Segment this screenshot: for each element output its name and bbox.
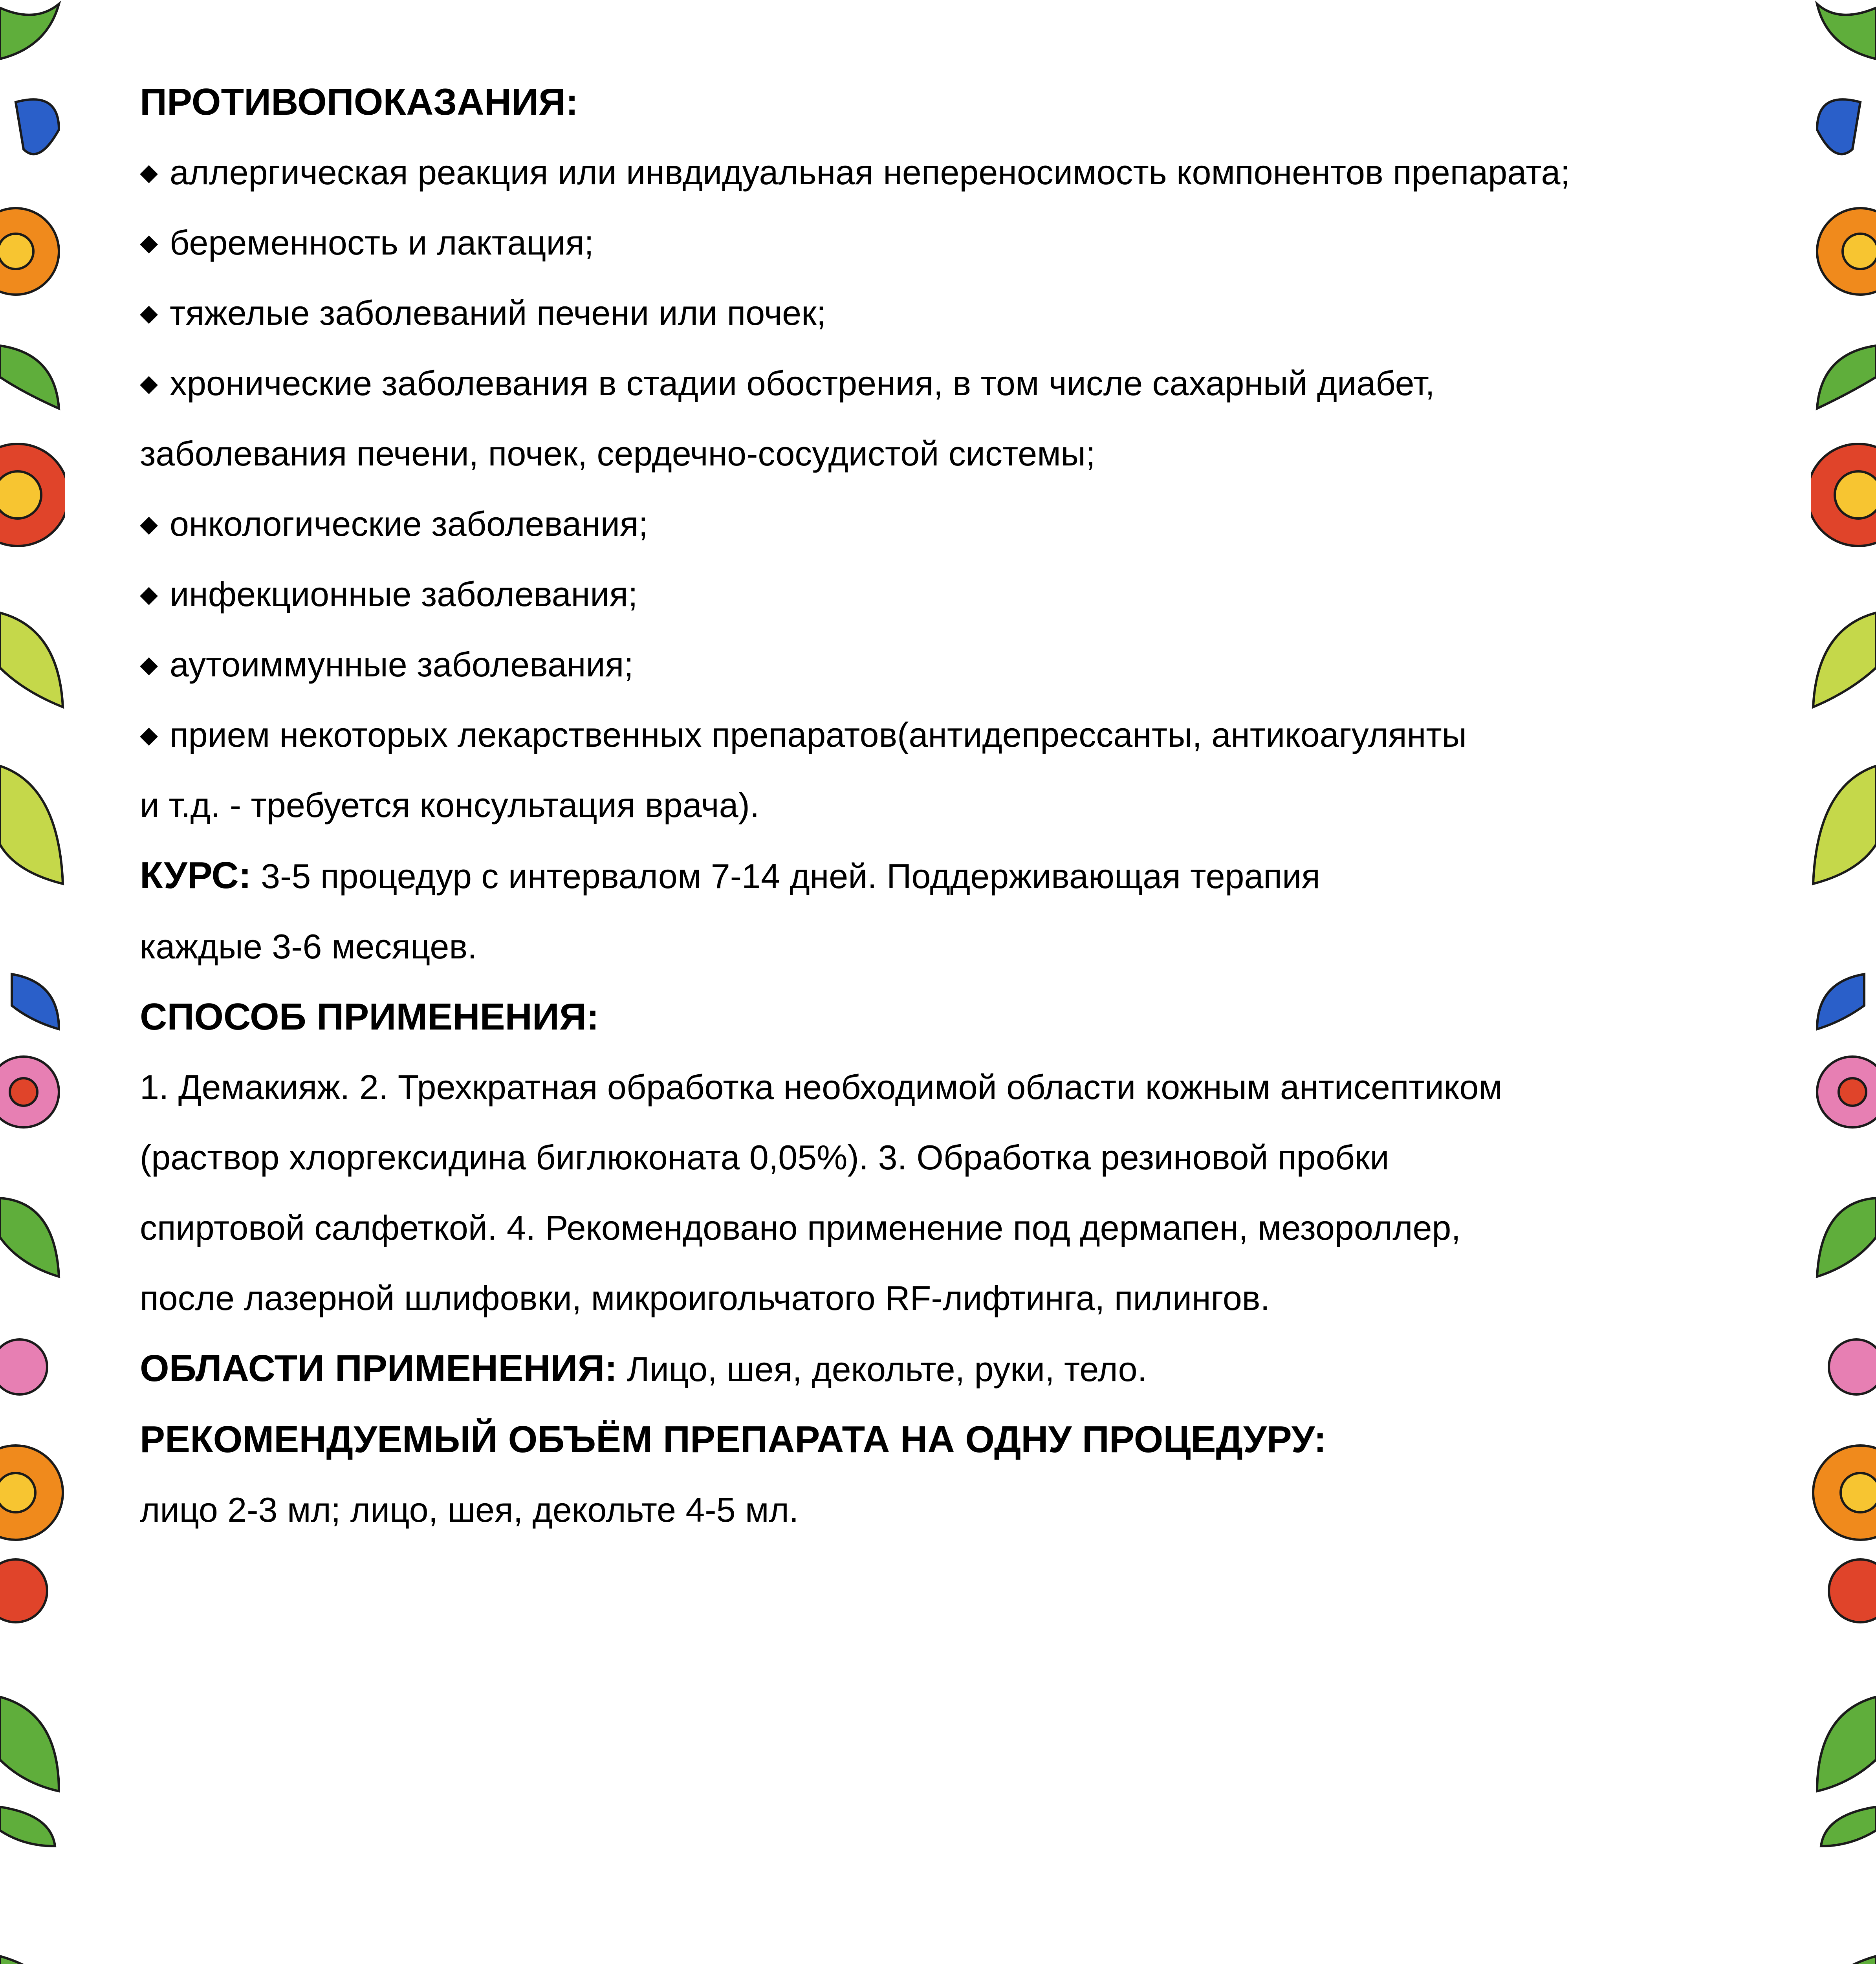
contraindication-item-continuation: и т.д. - требуется консультация врача). [140,786,760,824]
areas-label: ОБЛАСТИ ПРИМЕНЕНИЯ: [140,1347,617,1389]
bullet-diamond-icon: ◆ [140,370,158,396]
document-body [140,67,1762,1545]
course-label: КУРС: [140,854,251,896]
application-method-line: (раствор хлоргексидина биглюконата 0,05%). 3. Обработка резиновой пробки [140,1138,1389,1177]
contraindication-item: ◆ инфекционные заболевания; [140,559,1762,629]
bullet-diamond-icon: ◆ [140,300,158,326]
bullet-diamond-icon: ◆ [140,511,158,537]
contraindications-heading: ПРОТИВОПОКАЗАНИЯ: [140,81,579,123]
floral-border-left-illustration [0,0,65,1964]
volume-text: лицо 2-3 мл; лицо, шея, декольте 4-5 мл. [140,1490,799,1529]
contraindication-item-continuation: заболевания печени, почек, сердечно-сосудистой системы; [140,434,1096,473]
bullet-diamond-icon: ◆ [140,722,158,748]
bullet-diamond-icon: ◆ [140,651,158,678]
contraindication-item: ◆ аутоиммунные заболевания; [140,629,1762,700]
application-method-line: спиртовой салфеткой. 4. Рекомендовано применение под дермапен, мезороллер, [140,1208,1461,1247]
bullet-diamond-icon: ◆ [140,159,158,185]
floral-border-right-illustration [1811,0,1876,1964]
application-method-line: после лазерной шлифовки, микроигольчатого RF-лифтинга, пилингов. [140,1279,1270,1317]
floral-border-right [1811,0,1876,1964]
areas-paragraph [140,1333,1762,1404]
contraindication-item: ◆ беременность и лактация; [140,207,1762,278]
contraindication-item: ◆ тяжелые заболеваний печени или почек; [140,278,1762,348]
application-method-line: 1. Демакияж. 2. Трехкратная обработка необходимой области кожным антисептиком [140,1068,1502,1107]
contraindication-item: ◆ аллергическая реакция или инвдидуальная непереносимость компонентов препарата; [140,137,1762,207]
bullet-diamond-icon: ◆ [140,229,158,256]
course-text: 3-5 процедур с интервалом 7-14 дней. Поддерживающая терапия [251,857,1320,896]
course-paragraph [140,840,1762,911]
contraindication-item: ◆ онкологические заболевания; [140,489,1762,559]
bullet-diamond-icon: ◆ [140,581,158,607]
contraindication-item: ◆ прием некоторых лекарственных препаратов(антидепрессанты, антикоагулянты [140,700,1762,770]
course-text-continuation: каждые 3-6 месяцев. [140,927,477,966]
areas-text: Лицо, шея, декольте, руки, тело. [617,1350,1147,1389]
floral-border-left [0,0,65,1964]
volume-heading: РЕКОМЕНДУЕМЫЙ ОБЪЁМ ПРЕПАРАТА НА ОДНУ ПРОЦЕДУРУ: [140,1418,1326,1460]
contraindication-item: ◆ хронические заболевания в стадии обострения, в том числе сахарный диабет, [140,348,1762,418]
application-method-heading: СПОСОБ ПРИМЕНЕНИЯ: [140,996,599,1038]
